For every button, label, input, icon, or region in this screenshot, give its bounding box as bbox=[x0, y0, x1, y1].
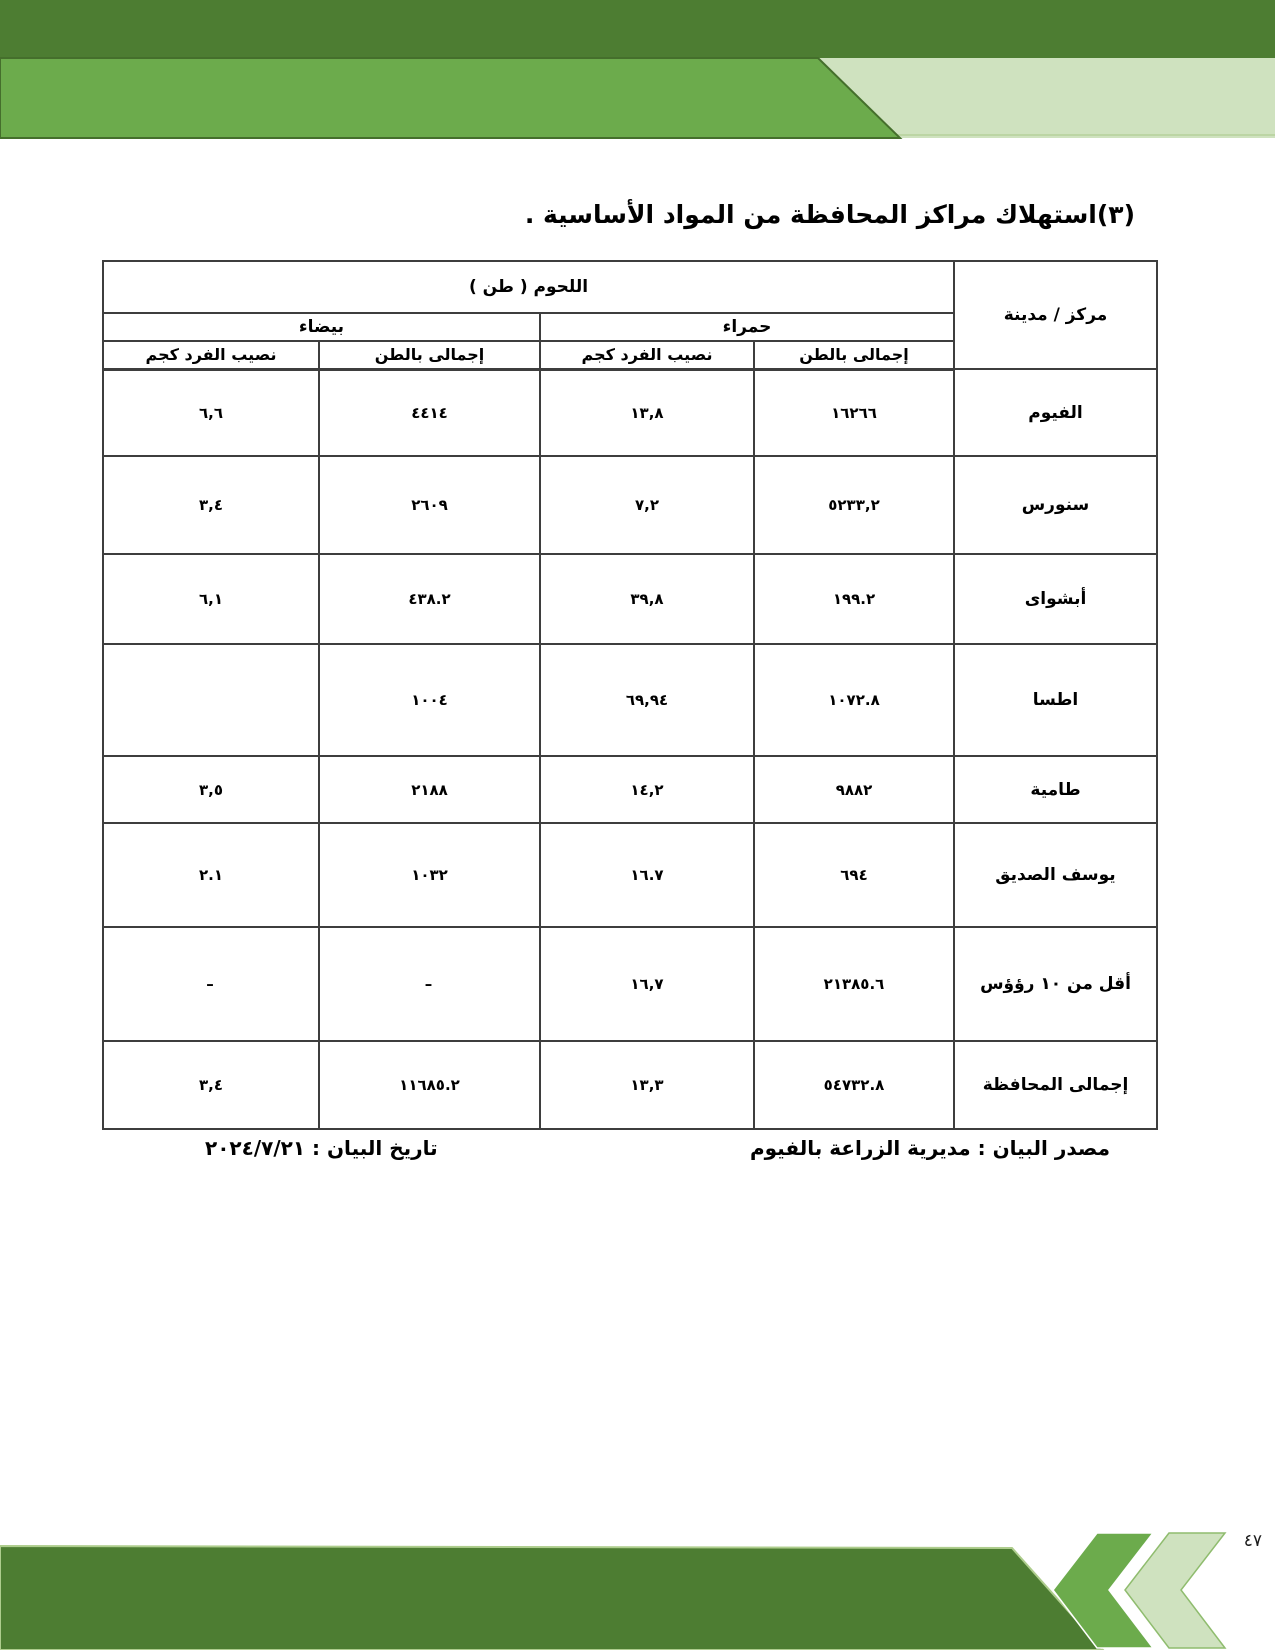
page-number: ٤٧ bbox=[1243, 1531, 1262, 1551]
bottom-banner bbox=[0, 1520, 1275, 1650]
cell-city: يوسف الصديق bbox=[954, 823, 1157, 927]
data-date-line: تاريخ البيان : ٢٠٢٤/٧/٢١ bbox=[205, 1136, 438, 1160]
cell-red-total: ١٦٢٦٦ bbox=[754, 369, 954, 456]
consumption-table bbox=[102, 260, 1158, 1130]
table-row bbox=[103, 927, 1157, 1041]
cell-red-per-capita: ١٦,٧ bbox=[540, 927, 754, 1041]
header-row-1 bbox=[103, 261, 1157, 313]
cell-white-total: ٢١٨٨ bbox=[319, 756, 540, 823]
cell-city: اطسا bbox=[954, 644, 1157, 756]
data-source-line: مصدر البيان : مديرية الزراعة بالفيوم bbox=[749, 1136, 1110, 1160]
cell-white-total: ٤٣٨.٢ bbox=[319, 554, 540, 644]
header-center-city: مركز / مدينة bbox=[954, 261, 1157, 369]
cell-red-per-capita: ١٤,٢ bbox=[540, 756, 754, 823]
top-banner-green-polygon bbox=[0, 58, 900, 138]
cell-red-per-capita: ٣٩,٨ bbox=[540, 554, 754, 644]
header-white-per-capita: نصيب الفرد كجم bbox=[103, 341, 319, 369]
cell-red-total: ٢١٣٨٥.٦ bbox=[754, 927, 954, 1041]
table-row bbox=[103, 456, 1157, 554]
cell-white-per-capita: ٣,٤ bbox=[103, 1041, 319, 1129]
cell-white-total: ٢٦٠٩ bbox=[319, 456, 540, 554]
table-row bbox=[103, 554, 1157, 644]
cell-city: أقل من ١٠ رؤؤس bbox=[954, 927, 1157, 1041]
cell-red-total: ٩٨٨٢ bbox=[754, 756, 954, 823]
table-row bbox=[103, 1041, 1157, 1129]
header-red-per-capita: نصيب الفرد كجم bbox=[540, 341, 754, 369]
cell-city: الفيوم bbox=[954, 369, 1157, 456]
cell-white-total: ١٠٣٢ bbox=[319, 823, 540, 927]
cell-white-per-capita: ٣,٥ bbox=[103, 756, 319, 823]
cell-white-total: ٤٤١٤ bbox=[319, 369, 540, 456]
bottom-banner-dark-band bbox=[0, 1546, 1103, 1650]
cell-red-total: ٥٤٧٣٢.٨ bbox=[754, 1041, 954, 1129]
header-white: بيضاء bbox=[103, 313, 540, 341]
cell-city: إجمالى المحافظة bbox=[954, 1041, 1157, 1129]
table-row bbox=[103, 644, 1157, 756]
cell-white-per-capita: ٣,٤ bbox=[103, 456, 319, 554]
cell-white-per-capita: – bbox=[103, 927, 319, 1041]
cell-red-per-capita: ١٣,٣ bbox=[540, 1041, 754, 1129]
cell-city: سنورس bbox=[954, 456, 1157, 554]
cell-red-per-capita: ٧,٢ bbox=[540, 456, 754, 554]
cell-red-total: ٦٩٤ bbox=[754, 823, 954, 927]
page-title: (٣)استهلاك مراكز المحافظة من المواد الأساسية . bbox=[524, 200, 1135, 229]
cell-white-total: ١١٦٨٥.٢ bbox=[319, 1041, 540, 1129]
cell-red-total: ٥٢٣٣,٢ bbox=[754, 456, 954, 554]
consumption-table-wrapper bbox=[102, 260, 1158, 1130]
cell-white-per-capita: ٦,٦ bbox=[103, 369, 319, 456]
cell-city: أبشواى bbox=[954, 554, 1157, 644]
cell-white-total: – bbox=[319, 927, 540, 1041]
header-white-total: إجمالى بالطن bbox=[319, 341, 540, 369]
cell-city: طامية bbox=[954, 756, 1157, 823]
table-row bbox=[103, 369, 1157, 456]
top-banner-dark-bar bbox=[0, 0, 1275, 58]
table-row bbox=[103, 823, 1157, 927]
header-meat-tons: اللحوم ( طن ) bbox=[103, 261, 954, 313]
cell-red-total: ١٠٧٢.٨ bbox=[754, 644, 954, 756]
top-banner bbox=[0, 0, 1275, 140]
cell-red-per-capita: ٦٩,٩٤ bbox=[540, 644, 754, 756]
table-row bbox=[103, 756, 1157, 823]
cell-white-per-capita: ٢.١ bbox=[103, 823, 319, 927]
header-red-total: إجمالى بالطن bbox=[754, 341, 954, 369]
cell-white-per-capita bbox=[103, 644, 319, 756]
cell-white-per-capita: ٦,١ bbox=[103, 554, 319, 644]
cell-red-per-capita: ١٦.٧ bbox=[540, 823, 754, 927]
cell-red-total: ١٩٩.٢ bbox=[754, 554, 954, 644]
header-red: حمراء bbox=[540, 313, 954, 341]
cell-white-total: ١٠٠٤ bbox=[319, 644, 540, 756]
cell-red-per-capita: ١٣,٨ bbox=[540, 369, 754, 456]
